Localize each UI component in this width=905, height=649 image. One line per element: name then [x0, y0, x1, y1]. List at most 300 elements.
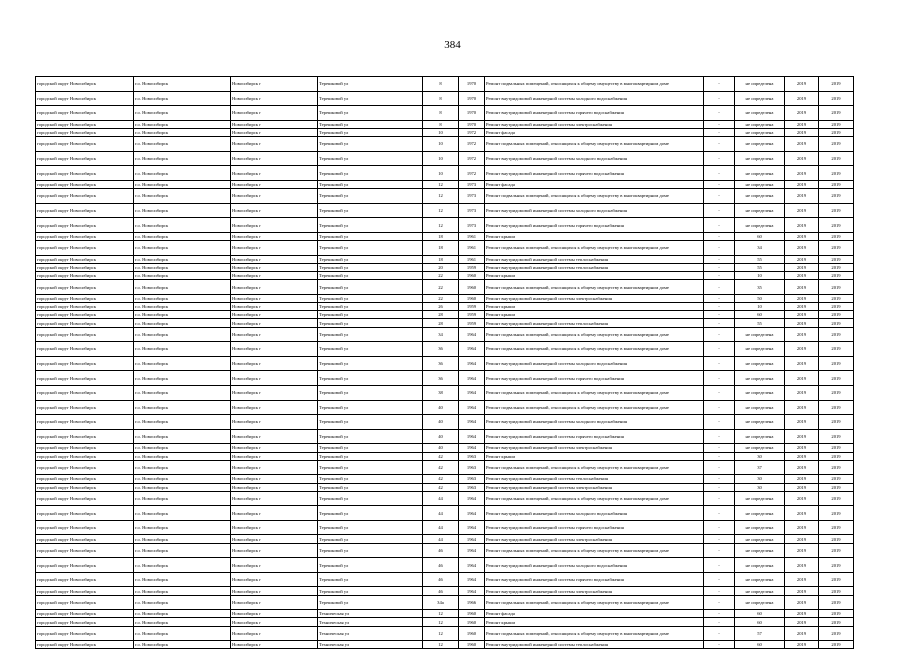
municipality-cell: городской округ Новосибирск — [36, 483, 134, 491]
cost-cell: не определена — [735, 558, 785, 573]
house-number-cell: 44 — [423, 535, 459, 543]
done-year-cell: 2019 — [819, 280, 854, 295]
work-type-cell: Ремонт подвальных помещений, относящихся к общему имуществу в многоквартирном доме — [485, 400, 704, 415]
build-year-cell: 1960 — [459, 641, 485, 649]
dash-cell: - — [704, 520, 735, 535]
work-type-cell: Ремонт внутридомовой инженерной системы холодного водоснабжения — [485, 506, 704, 521]
settlement-cell: г.о. Новосибирск — [134, 120, 231, 128]
house-number-cell: 34 — [423, 327, 459, 342]
house-number-cell: 18 — [423, 232, 459, 240]
table-row — [36, 558, 854, 573]
street-cell: Терешковой ул — [318, 371, 423, 386]
done-year-cell: 2019 — [819, 166, 854, 181]
done-year-cell: 2019 — [819, 241, 854, 256]
dash-cell: - — [704, 460, 735, 475]
registry-body — [36, 77, 854, 649]
cost-cell: 30 — [735, 452, 785, 460]
settlement-cell: г.о. Новосибирск — [134, 444, 231, 452]
plan-year-cell: 2019 — [785, 342, 819, 357]
work-type-cell: Ремонт внутридомовой инженерной системы горячего водоснабжения — [485, 371, 704, 386]
cost-cell: не определена — [735, 535, 785, 543]
table-row — [36, 415, 854, 430]
city-cell: Новосибирск г — [231, 543, 318, 558]
build-year-cell: 1963 — [459, 452, 485, 460]
house-number-cell: 10 — [423, 128, 459, 136]
plan-year-cell: 2019 — [785, 128, 819, 136]
dash-cell: - — [704, 166, 735, 181]
dash-cell: - — [704, 77, 735, 92]
done-year-cell: 2019 — [819, 626, 854, 641]
dash-cell: - — [704, 180, 735, 188]
settlement-cell: г.о. Новосибирск — [134, 255, 231, 263]
street-cell: Терешковой ул — [318, 595, 423, 610]
cost-cell: не определена — [735, 506, 785, 521]
build-year-cell: 1963 — [459, 483, 485, 491]
city-cell: Новосибирск г — [231, 444, 318, 452]
settlement-cell: г.о. Новосибирск — [134, 572, 231, 587]
house-number-cell: 8 — [423, 106, 459, 121]
build-year-cell: 1964 — [459, 342, 485, 357]
municipality-cell: городской округ Новосибирск — [36, 506, 134, 521]
municipality-cell: городской округ Новосибирск — [36, 558, 134, 573]
done-year-cell: 2019 — [819, 535, 854, 543]
settlement-cell: г.о. Новосибирск — [134, 128, 231, 136]
cost-cell: не определена — [735, 356, 785, 371]
dash-cell: - — [704, 128, 735, 136]
settlement-cell: г.о. Новосибирск — [134, 385, 231, 400]
municipality-cell: городской округ Новосибирск — [36, 180, 134, 188]
table-row — [36, 218, 854, 233]
municipality-cell: городской округ Новосибирск — [36, 311, 134, 319]
municipality-cell: городской округ Новосибирск — [36, 272, 134, 280]
city-cell: Новосибирск г — [231, 255, 318, 263]
table-row — [36, 535, 854, 543]
build-year-cell: 1964 — [459, 356, 485, 371]
street-cell: Терешковой ул — [318, 460, 423, 475]
city-cell: Новосибирск г — [231, 475, 318, 483]
street-cell: Терешковой ул — [318, 272, 423, 280]
settlement-cell: г.о. Новосибирск — [134, 327, 231, 342]
done-year-cell: 2019 — [819, 255, 854, 263]
cost-cell: не определена — [735, 91, 785, 106]
work-type-cell: Ремонт подвальных помещений, относящихся к общему имуществу в многоквартирном доме — [485, 385, 704, 400]
build-year-cell: 1964 — [459, 520, 485, 535]
cost-cell: 60 — [735, 610, 785, 618]
dash-cell: - — [704, 429, 735, 444]
house-number-cell: 34а — [423, 595, 459, 610]
city-cell: Новосибирск г — [231, 263, 318, 271]
plan-year-cell: 2019 — [785, 429, 819, 444]
settlement-cell: г.о. Новосибирск — [134, 371, 231, 386]
municipality-cell: городской округ Новосибирск — [36, 232, 134, 240]
settlement-cell: г.о. Новосибирск — [134, 203, 231, 218]
done-year-cell: 2019 — [819, 595, 854, 610]
plan-year-cell: 2019 — [785, 203, 819, 218]
settlement-cell: г.о. Новосибирск — [134, 189, 231, 204]
street-cell: Терешковой ул — [318, 280, 423, 295]
street-cell: Терешковой ул — [318, 475, 423, 483]
done-year-cell: 2019 — [819, 151, 854, 166]
done-year-cell: 2019 — [819, 460, 854, 475]
table-row — [36, 319, 854, 327]
build-year-cell: 1964 — [459, 535, 485, 543]
street-cell: Техническая ул — [318, 618, 423, 626]
build-year-cell: 1970 — [459, 77, 485, 92]
plan-year-cell: 2019 — [785, 106, 819, 121]
plan-year-cell: 2019 — [785, 641, 819, 649]
city-cell: Новосибирск г — [231, 371, 318, 386]
work-type-cell: Ремонт подвальных помещений, относящихся к общему имуществу в многоквартирном доме — [485, 595, 704, 610]
dash-cell: - — [704, 572, 735, 587]
cost-cell: 30 — [735, 483, 785, 491]
dash-cell: - — [704, 255, 735, 263]
settlement-cell: г.о. Новосибирск — [134, 558, 231, 573]
done-year-cell: 2019 — [819, 641, 854, 649]
street-cell: Терешковой ул — [318, 263, 423, 271]
settlement-cell: г.о. Новосибирск — [134, 618, 231, 626]
municipality-cell: городской округ Новосибирск — [36, 91, 134, 106]
street-cell: Терешковой ул — [318, 342, 423, 357]
municipality-cell: городской округ Новосибирск — [36, 303, 134, 311]
city-cell: Новосибирск г — [231, 483, 318, 491]
street-cell: Терешковой ул — [318, 241, 423, 256]
table-row — [36, 491, 854, 506]
city-cell: Новосибирск г — [231, 218, 318, 233]
plan-year-cell: 2019 — [785, 319, 819, 327]
house-number-cell: 8 — [423, 120, 459, 128]
dash-cell: - — [704, 385, 735, 400]
plan-year-cell: 2019 — [785, 263, 819, 271]
dash-cell: - — [704, 506, 735, 521]
dash-cell: - — [704, 452, 735, 460]
done-year-cell: 2019 — [819, 400, 854, 415]
table-row — [36, 241, 854, 256]
street-cell: Терешковой ул — [318, 151, 423, 166]
street-cell: Терешковой ул — [318, 506, 423, 521]
build-year-cell: 1959 — [459, 311, 485, 319]
cost-cell: не определена — [735, 189, 785, 204]
settlement-cell: г.о. Новосибирск — [134, 311, 231, 319]
dash-cell: - — [704, 280, 735, 295]
house-number-cell: 22 — [423, 294, 459, 302]
municipality-cell: городской округ Новосибирск — [36, 587, 134, 595]
street-cell: Терешковой ул — [318, 429, 423, 444]
street-cell: Терешковой ул — [318, 166, 423, 181]
work-type-cell: Ремонт внутридомовой инженерной системы электроснабжения — [485, 294, 704, 302]
dash-cell: - — [704, 303, 735, 311]
work-type-cell: Ремонт внутридомовой инженерной системы горячего водоснабжения — [485, 166, 704, 181]
table-row — [36, 91, 854, 106]
street-cell: Терешковой ул — [318, 180, 423, 188]
work-type-cell: Ремонт внутридомовой инженерной системы холодного водоснабжения — [485, 91, 704, 106]
work-type-cell: Ремонт подвальных помещений, относящихся к общему имуществу в многоквартирном доме — [485, 342, 704, 357]
done-year-cell: 2019 — [819, 558, 854, 573]
city-cell: Новосибирск г — [231, 618, 318, 626]
build-year-cell: 1964 — [459, 587, 485, 595]
dash-cell: - — [704, 106, 735, 121]
settlement-cell: г.о. Новосибирск — [134, 232, 231, 240]
work-type-cell: Ремонт подвальных помещений, относящихся к общему имуществу в многоквартирном доме — [485, 77, 704, 92]
municipality-cell: городской округ Новосибирск — [36, 475, 134, 483]
plan-year-cell: 2019 — [785, 610, 819, 618]
settlement-cell: г.о. Новосибирск — [134, 272, 231, 280]
city-cell: Новосибирск г — [231, 272, 318, 280]
cost-cell: 55 — [735, 255, 785, 263]
table-row — [36, 77, 854, 92]
house-number-cell: 12 — [423, 626, 459, 641]
settlement-cell: г.о. Новосибирск — [134, 151, 231, 166]
plan-year-cell: 2019 — [785, 272, 819, 280]
cost-cell: 37 — [735, 460, 785, 475]
house-number-cell: 26 — [423, 303, 459, 311]
plan-year-cell: 2019 — [785, 626, 819, 641]
municipality-cell: городской округ Новосибирск — [36, 189, 134, 204]
house-number-cell: 28 — [423, 311, 459, 319]
build-year-cell: 1970 — [459, 91, 485, 106]
cost-cell: не определена — [735, 543, 785, 558]
dash-cell: - — [704, 232, 735, 240]
settlement-cell: г.о. Новосибирск — [134, 452, 231, 460]
municipality-cell: городской округ Новосибирск — [36, 319, 134, 327]
cost-cell: не определена — [735, 327, 785, 342]
city-cell: Новосибирск г — [231, 385, 318, 400]
done-year-cell: 2019 — [819, 520, 854, 535]
municipality-cell: городской округ Новосибирск — [36, 77, 134, 92]
settlement-cell: г.о. Новосибирск — [134, 280, 231, 295]
work-type-cell: Ремонт внутридомовой инженерной системы теплоснабжения — [485, 319, 704, 327]
work-type-cell: Ремонт крыши — [485, 303, 704, 311]
work-type-cell: Ремонт внутридомовой инженерной системы горячего водоснабжения — [485, 520, 704, 535]
plan-year-cell: 2019 — [785, 151, 819, 166]
done-year-cell: 2019 — [819, 263, 854, 271]
cost-cell: не определена — [735, 166, 785, 181]
street-cell: Терешковой ул — [318, 303, 423, 311]
city-cell: Новосибирск г — [231, 506, 318, 521]
settlement-cell: г.о. Новосибирск — [134, 180, 231, 188]
city-cell: Новосибирск г — [231, 572, 318, 587]
cost-cell: не определена — [735, 106, 785, 121]
table-row — [36, 272, 854, 280]
municipality-cell: городской округ Новосибирск — [36, 280, 134, 295]
done-year-cell: 2019 — [819, 327, 854, 342]
table-row — [36, 203, 854, 218]
table-row — [36, 137, 854, 152]
build-year-cell: 1964 — [459, 543, 485, 558]
municipality-cell: городской округ Новосибирск — [36, 543, 134, 558]
work-type-cell: Ремонт внутридомовой инженерной системы теплоснабжения — [485, 263, 704, 271]
build-year-cell: 1963 — [459, 460, 485, 475]
table-row — [36, 106, 854, 121]
street-cell: Терешковой ул — [318, 232, 423, 240]
done-year-cell: 2019 — [819, 120, 854, 128]
house-number-cell: 46 — [423, 587, 459, 595]
cost-cell: не определена — [735, 572, 785, 587]
build-year-cell: 1964 — [459, 506, 485, 521]
house-number-cell: 12 — [423, 641, 459, 649]
plan-year-cell: 2019 — [785, 371, 819, 386]
settlement-cell: г.о. Новосибирск — [134, 543, 231, 558]
municipality-cell: городской округ Новосибирск — [36, 327, 134, 342]
done-year-cell: 2019 — [819, 319, 854, 327]
plan-year-cell: 2019 — [785, 506, 819, 521]
house-number-cell: 40 — [423, 400, 459, 415]
municipality-cell: городской округ Новосибирск — [36, 255, 134, 263]
house-number-cell: 12 — [423, 189, 459, 204]
done-year-cell: 2019 — [819, 218, 854, 233]
table-row — [36, 128, 854, 136]
table-row — [36, 452, 854, 460]
dash-cell: - — [704, 491, 735, 506]
plan-year-cell: 2019 — [785, 618, 819, 626]
table-row — [36, 120, 854, 128]
work-type-cell: Ремонт внутридомовой инженерной системы холодного водоснабжения — [485, 356, 704, 371]
done-year-cell: 2019 — [819, 303, 854, 311]
cost-cell: 55 — [735, 319, 785, 327]
city-cell: Новосибирск г — [231, 137, 318, 152]
done-year-cell: 2019 — [819, 543, 854, 558]
cost-cell: не определена — [735, 180, 785, 188]
plan-year-cell: 2019 — [785, 77, 819, 92]
settlement-cell: г.о. Новосибирск — [134, 77, 231, 92]
dash-cell: - — [704, 91, 735, 106]
dash-cell: - — [704, 319, 735, 327]
city-cell: Новосибирск г — [231, 626, 318, 641]
settlement-cell: г.о. Новосибирск — [134, 535, 231, 543]
plan-year-cell: 2019 — [785, 137, 819, 152]
street-cell: Терешковой ул — [318, 558, 423, 573]
work-type-cell: Ремонт подвальных помещений, относящихся к общему имуществу в многоквартирном доме — [485, 189, 704, 204]
house-number-cell: 22 — [423, 280, 459, 295]
city-cell: Новосибирск г — [231, 460, 318, 475]
house-number-cell: 38 — [423, 385, 459, 400]
city-cell: Новосибирск г — [231, 327, 318, 342]
work-type-cell: Ремонт внутридомовой инженерной системы горячего водоснабжения — [485, 218, 704, 233]
city-cell: Новосибирск г — [231, 91, 318, 106]
dash-cell: - — [704, 371, 735, 386]
table-row — [36, 475, 854, 483]
work-type-cell: Ремонт подвальных помещений, относящихся к общему имуществу в многоквартирном доме — [485, 137, 704, 152]
cost-cell: 60 — [735, 311, 785, 319]
street-cell: Терешковой ул — [318, 491, 423, 506]
repair-registry-table — [35, 76, 854, 649]
settlement-cell: г.о. Новосибирск — [134, 218, 231, 233]
plan-year-cell: 2019 — [785, 475, 819, 483]
done-year-cell: 2019 — [819, 610, 854, 618]
municipality-cell: городской округ Новосибирск — [36, 385, 134, 400]
done-year-cell: 2019 — [819, 77, 854, 92]
work-type-cell: Ремонт крыши — [485, 232, 704, 240]
plan-year-cell: 2019 — [785, 400, 819, 415]
house-number-cell: 46 — [423, 572, 459, 587]
house-number-cell: 12 — [423, 610, 459, 618]
municipality-cell: городской округ Новосибирск — [36, 356, 134, 371]
municipality-cell: городской округ Новосибирск — [36, 452, 134, 460]
work-type-cell: Ремонт подвальных помещений, относящихся к общему имуществу в многоквартирном доме — [485, 327, 704, 342]
build-year-cell: 1966 — [459, 595, 485, 610]
done-year-cell: 2019 — [819, 311, 854, 319]
done-year-cell: 2019 — [819, 356, 854, 371]
house-number-cell: 42 — [423, 452, 459, 460]
work-type-cell: Ремонт крыши — [485, 618, 704, 626]
city-cell: Новосибирск г — [231, 311, 318, 319]
settlement-cell: г.о. Новосибирск — [134, 342, 231, 357]
street-cell: Терешковой ул — [318, 444, 423, 452]
settlement-cell: г.о. Новосибирск — [134, 106, 231, 121]
build-year-cell: 1964 — [459, 400, 485, 415]
municipality-cell: городской округ Новосибирск — [36, 120, 134, 128]
city-cell: Новосибирск г — [231, 641, 318, 649]
settlement-cell: г.о. Новосибирск — [134, 506, 231, 521]
done-year-cell: 2019 — [819, 618, 854, 626]
municipality-cell: городской округ Новосибирск — [36, 535, 134, 543]
work-type-cell: Ремонт подвальных помещений, относящихся к общему имуществу в многоквартирном доме — [485, 241, 704, 256]
street-cell: Терешковой ул — [318, 91, 423, 106]
work-type-cell: Ремонт внутридомовой инженерной системы горячего водоснабжения — [485, 106, 704, 121]
settlement-cell: г.о. Новосибирск — [134, 263, 231, 271]
table-row — [36, 641, 854, 649]
street-cell: Терешковой ул — [318, 255, 423, 263]
work-type-cell: Ремонт подвальных помещений, относящихся к общему имуществу в многоквартирном доме — [485, 280, 704, 295]
done-year-cell: 2019 — [819, 128, 854, 136]
build-year-cell: 1973 — [459, 189, 485, 204]
work-type-cell: Ремонт внутридомовой инженерной системы холодного водоснабжения — [485, 415, 704, 430]
build-year-cell: 1964 — [459, 444, 485, 452]
house-number-cell: 36 — [423, 342, 459, 357]
work-type-cell: Ремонт фасада — [485, 128, 704, 136]
table-row — [36, 356, 854, 371]
street-cell: Техническая ул — [318, 641, 423, 649]
dash-cell: - — [704, 311, 735, 319]
dash-cell: - — [704, 137, 735, 152]
build-year-cell: 1961 — [459, 255, 485, 263]
house-number-cell: 42 — [423, 475, 459, 483]
work-type-cell: Ремонт крыши — [485, 272, 704, 280]
build-year-cell: 1964 — [459, 572, 485, 587]
street-cell: Терешковой ул — [318, 356, 423, 371]
cost-cell: 60 — [735, 232, 785, 240]
cost-cell: не определена — [735, 128, 785, 136]
street-cell: Терешковой ул — [318, 415, 423, 430]
house-number-cell: 22 — [423, 272, 459, 280]
plan-year-cell: 2019 — [785, 232, 819, 240]
street-cell: Терешковой ул — [318, 311, 423, 319]
settlement-cell: г.о. Новосибирск — [134, 610, 231, 618]
table-row — [36, 180, 854, 188]
done-year-cell: 2019 — [819, 203, 854, 218]
settlement-cell: г.о. Новосибирск — [134, 91, 231, 106]
cost-cell: не определена — [735, 218, 785, 233]
table-row — [36, 342, 854, 357]
street-cell: Терешковой ул — [318, 587, 423, 595]
settlement-cell: г.о. Новосибирск — [134, 166, 231, 181]
dash-cell: - — [704, 444, 735, 452]
build-year-cell: 1959 — [459, 319, 485, 327]
build-year-cell: 1973 — [459, 218, 485, 233]
plan-year-cell: 2019 — [785, 452, 819, 460]
city-cell: Новосибирск г — [231, 151, 318, 166]
city-cell: Новосибирск г — [231, 241, 318, 256]
plan-year-cell: 2019 — [785, 543, 819, 558]
city-cell: Новосибирск г — [231, 520, 318, 535]
plan-year-cell: 2019 — [785, 587, 819, 595]
street-cell: Терешковой ул — [318, 572, 423, 587]
table-row — [36, 311, 854, 319]
done-year-cell: 2019 — [819, 572, 854, 587]
done-year-cell: 2019 — [819, 444, 854, 452]
street-cell: Терешковой ул — [318, 400, 423, 415]
city-cell: Новосибирск г — [231, 342, 318, 357]
build-year-cell: 1964 — [459, 385, 485, 400]
